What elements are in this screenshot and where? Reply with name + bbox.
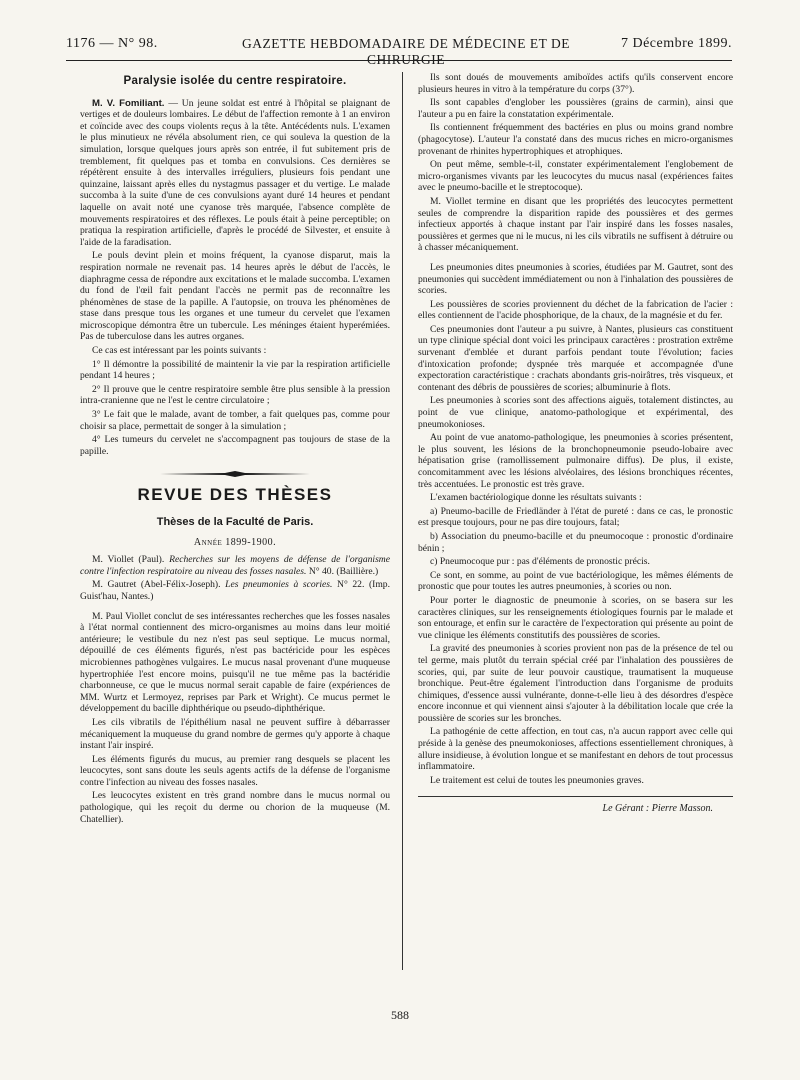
academic-year: Année 1899-1900. bbox=[193, 536, 277, 548]
end-rule bbox=[418, 796, 733, 797]
section-heading: REVUE DES THÈSES bbox=[137, 485, 333, 505]
review-paragraph: M. Viollet termine en disant que les propriétés des leucocytes permettent seules de comprendre la disparition rapide des poussières et des germes infectieux apportés à chaque instant par l'air inspiré dans les fosses nasales, poussières et germes que ni le mucus, ni les cils vibratils ne suffisent à détruire ou à chasser mécaniquement. bbox=[418, 195, 733, 254]
review-paragraph: La pathogénie de cette affection, en tout cas, n'a aucun rapport avec celle qui préside à la genèse des pneumokonioses, affections essentiellement chroniques, à allure insidieuse, à évolution longue et se manifestant en dehors de tout processus inflammatoire. bbox=[418, 726, 733, 773]
review-paragraph: Les pneumonies à scories sont des affections aiguës, totalement distinctes, au point de vue clinique, anatomo-pathologique et expérimental, des pneumokonioses. bbox=[418, 395, 733, 430]
article-paragraph: Le pouls devint plein et moins fréquent, la cyanose disparut, mais la respiration normale ne revenait pas. 14 heures après le début de l'accès, le diaphragme cessa de répondre aux excitations et le malade succomba. L'examen du fond de l'œil fait pendant l'accès ne permit pas de reconnaître les phénomènes de stase de la papille. A l'autopsie, on trouva les phénomènes de stase dans presque tous les organes et une tumeur du cervelet que l'examen microscopique démontra être un tubercule. Les méninges étaient hyperémiées. Pas de tuberculose dans les autres organes. bbox=[80, 250, 390, 343]
review-paragraph: Le traitement est celui de toutes les pneumonies graves. bbox=[430, 774, 644, 786]
review-paragraph: M. Paul Viollet conclut de ses intéressantes recherches que les fosses nasales à l'état normal contiennent des micro-organismes au moins dans leur moitié antérieure; le vestibule du nez n'est pas seul septique. Le mucus normal, dépouillé de ces éléments figurés, n'est pas bactéricide pour les espèces microbiennes pathogènes vulgaires. Le mucus nasal provenant d'une muqueuse hypertrophiée l'est encore moins, puisqu'il ne tue même pas la bactéridie charbonneuse, ce que le mucus normal serait capable de faire (expériences de MM. Wurtz et Lermoyez, reprises par Park et Wright). Ce mucus permet le développement du bacille diphthérique ou pseudo-diphthérique. bbox=[80, 610, 390, 715]
article-author: M. V. Fomiliant. bbox=[92, 97, 165, 109]
review-paragraph: Pour porter le diagnostic de pneumonie à scories, on se basera sur les caractères cliniques, sur les renseignements étiologiques fournis par le malade et son entourage, et enfin sur le caractère de l'expectoration qui présente au point de vue clinique les éléments constitutifs des poussières de scories. bbox=[418, 594, 733, 641]
review-paragraph: La gravité des pneumonies à scories provient non pas de la présence de tel ou tel germe, mais plutôt du terrain spécial créé par l'inhalation des poussières de scories, qui, par suite de leur pouvoir caustique, traumatisent la muqueuse bronchique. Peut-être également l'introduction dans l'organisme de produits chimiques, d'essence aussi vulnérante, donne-t-elle lieu à des désordres d'espèce encore inconnue et qui viennent ainsi s'ajouter à la débilitation locale que crée la poussière de scories sur les bronches. bbox=[418, 643, 733, 724]
article-title: Paralysie isolée du centre respiratoire. bbox=[123, 75, 347, 87]
page-number: 588 bbox=[391, 1008, 409, 1022]
header-journal-title: GAZETTE HEBDOMADAIRE DE MÉDECINE ET DE CHIRURGIE bbox=[241, 36, 571, 67]
article-paragraph: Ce cas est intéressant par les points suivants : bbox=[92, 345, 267, 357]
list-item: c) Pneumocoque pur : pas d'éléments de pronostic précis. bbox=[430, 556, 650, 568]
review-paragraph: Les éléments figurés du mucus, au premier rang desquels se placent les leucocytes, sont sans doute les seuls agents actifs de la défense de l'organisme contre l'infection au niveau des fosses nasales. bbox=[80, 753, 390, 788]
header-issue: 1176 — N° 98. bbox=[66, 36, 158, 51]
header-date: 7 Décembre 1899. bbox=[620, 36, 732, 51]
review-paragraph: Au point de vue anatomo-pathologique, les pneumonies à scories présentent, le plus souvent, les lésions de la bronchopneumonie pseudo-lobaire avec hépatisation grise (ramollissement pulmonaire diffus). De plus, il existe, concomitamment avec les lésions alvéolaires, des lésions bronchiques récentes, très accentuées. Le pronostic est très grave. bbox=[418, 432, 733, 490]
list-item: 4° Les tumeurs du cervelet ne s'accompagnent pas toujours de stase de la papille. bbox=[80, 434, 390, 457]
review-paragraph: Les leucocytes existent en très grand nombre dans le mucus normal ou pathologique, qui les reçoit du derme ou chorion de la muqueuse (M. Chatellier). bbox=[80, 790, 390, 825]
list-item: 2° Il prouve que le centre respiratoire semble être plus sensible à la pression intra-cranienne que ne l'est le centre circulatoire ; bbox=[80, 383, 390, 407]
review-paragraph: Ils contiennent fréquemment des bactéries en plus ou moins grand nombre (phagocytose). L'auteur l'a constaté dans des mucus riches en micro-organismes provenant de rhinites hypertrophiques et atrophiques. bbox=[418, 122, 733, 157]
article-paragraph: M. V. Fomiliant. — Un jeune soldat est entré à l'hôpital se plaignant de vertiges et de douleurs lombaires. Le début de l'affection remonte à 1 an environ et coïncide avec des coups violents reçus à la tête. Antécédents nuls. L'examen le plus minutieux ne révéla absolument rien, ce qui souleva la question de la simulation, lorsque quelques jours après son entrée, il fut subitement pris de tremblement, fit quelques pas et tomba en convulsions. Ces dernières se répétèrent ensuite à des intervalles irréguliers, plusieurs fois pendant une quinzaine, laissant après elles du nystagmus passager et du vertige. Le malade succomba à la suite d'une de ces convulsions ayant duré 14 heures et pendant laquelle on avait noté une cyanose très marquée, l'absence complète de mouvements respiratoires et des réflexes. Le pouls était à peine perceptible; on pratiqua la respiration artificielle, d'après le procédé de Silvester, et ensuite à l'aide de la faradisation. bbox=[80, 97, 390, 248]
column-divider bbox=[402, 72, 403, 970]
header-rule bbox=[66, 60, 732, 61]
review-paragraph: Les poussières de scories proviennent du déchet de la fabrication de l'acier : elles contiennent de l'acide phosphorique, de la chaux, de la magnésie et du fer. bbox=[418, 298, 733, 322]
list-item: b) Association du pneumo-bacille et du pneumocoque : pronostic d'ordinaire bénin ; bbox=[418, 530, 733, 554]
review-paragraph: Les pneumonies dites pneumonies à scories, étudiées par M. Gautret, sont des pneumonies qui succèdent immédiatement ou non à l'inhalation des poussières de scories. bbox=[418, 261, 733, 297]
review-paragraph: On peut même, semble-t-il, constater expérimentalement l'englobement de micro-organismes vivants par les leucocytes du mucus nasal (expériences faites avec le pneumo-bacille et le streptocoque). bbox=[418, 159, 733, 194]
thesis-reference: M. Viollet (Paul). Recherches sur les moyens de défense de l'organisme contre l'infection respiratoire au niveau des fosses nasales. N° 40. (Baillière.) bbox=[80, 554, 390, 577]
review-paragraph: Ils sont doués de mouvements amiboïdes actifs qu'ils conservent encore plusieurs heures in vitro à la température du corps (37°). bbox=[418, 72, 733, 95]
list-item: 3° Le fait que le malade, avant de tomber, a fait quelques pas, comme pour choisir sa place, permettait de songer à la simulation ; bbox=[80, 409, 390, 432]
ornament-rule bbox=[80, 471, 390, 477]
running-header bbox=[66, 36, 732, 67]
review-paragraph: L'examen bactériologique donne les résultats suivants : bbox=[430, 492, 642, 504]
review-paragraph: Ce sont, en somme, au point de vue bactériologique, les mêmes éléments de pronostic que pour toutes les autres pneumonies, à scories ou non. bbox=[418, 569, 733, 593]
list-item: 1° Il démontre la possibilité de maintenir la vie par la respiration artificielle pendant 14 heures ; bbox=[80, 358, 390, 382]
thesis-reference: M. Gautret (Abel-Félix-Joseph). Les pneumonies à scories. N° 22. (Imp. Guist'hau, Nantes.) bbox=[80, 579, 390, 602]
review-paragraph: Les cils vibratils de l'épithélium nasal ne peuvent suffire à débarrasser mécaniquement la muqueuse du grand nombre de germes qu'y apporte à chaque instant l'air inspiré. bbox=[80, 716, 390, 752]
signature: Le Gérant : Pierre Masson. bbox=[602, 803, 713, 815]
review-paragraph: Ces pneumonies dont l'auteur a pu suivre, à Nantes, plusieurs cas constituent un type clinique spécial dont voici les principaux caractères : prostration extrême survenant d'emblée et durant parfois pendant toute l'évolution; facies d'intoxication profonde; dyspnée très marquée et accompagnée d'une expectoration caractéristique : crachats abondants gris-noirâtres, très visqueux, et contenant des débris de poussières de scories; albuminurie à flots. bbox=[418, 323, 733, 393]
right-column bbox=[418, 72, 733, 815]
list-item: a) Pneumo-bacille de Friedländer à l'état de pureté : dans ce cas, le pronostic est presque toujours, pour ne pas dire toujours, fatal; bbox=[418, 505, 733, 529]
subsection-heading: Thèses de la Faculté de Paris. bbox=[156, 516, 314, 528]
left-column bbox=[80, 72, 390, 827]
review-paragraph: Ils sont capables d'englober les poussières (grains de carmin), ainsi que l'auteur a pu en faire la constatation expérimentale. bbox=[418, 97, 733, 120]
